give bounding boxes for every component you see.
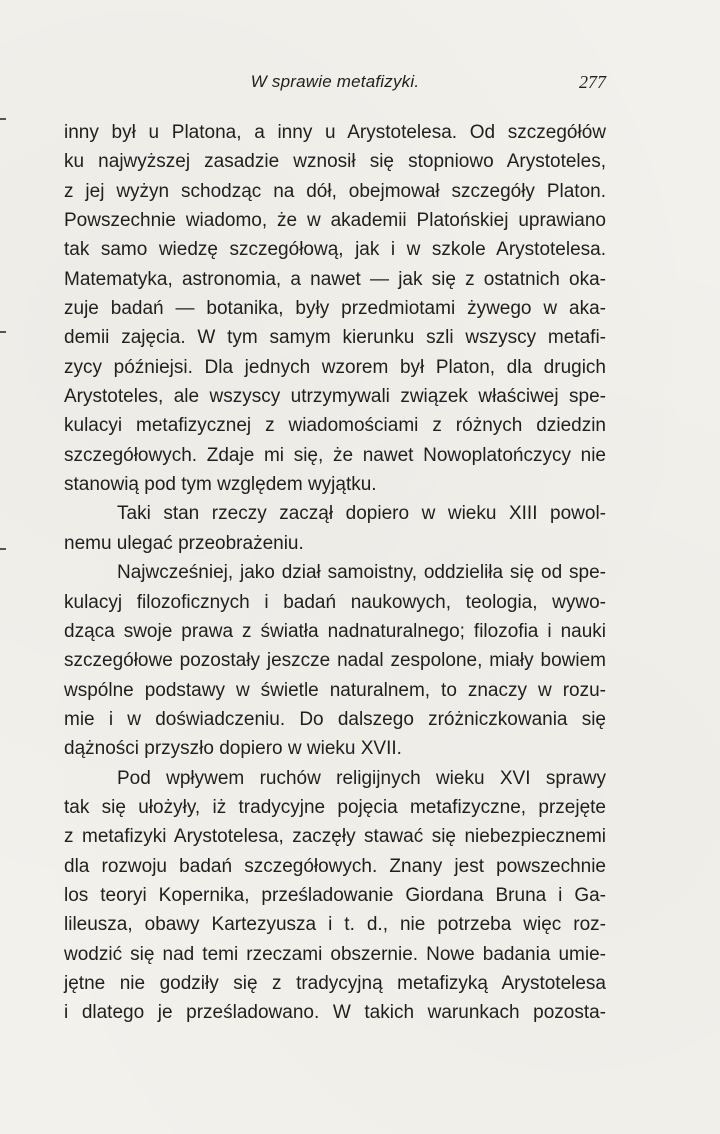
text-line: wodzić się nad temi rzeczami obszernie. Nowe badania umie- bbox=[64, 943, 606, 965]
running-title: W sprawie metafizyki. bbox=[250, 72, 420, 91]
text-line: zuje badań — botanika, były przedmiotami żywego w aka- bbox=[64, 298, 606, 320]
text-line: Arystoteles, ale wszyscy utrzymywali związek właściwej spe- bbox=[64, 386, 606, 408]
text-line: dążności przyszło dopiero w wieku XVII. bbox=[64, 738, 402, 760]
page-number: 277 bbox=[579, 72, 606, 92]
text-line: demii zajęcia. W tym samym kierunku szli wszyscy metafi- bbox=[64, 327, 606, 349]
text-line: inny był u Platona, a inny u Arystotelesa. Od szczegółów bbox=[64, 122, 606, 143]
text-line: lileusza, obawy Kartezyusza i t. d., nie potrzeba więc roz- bbox=[64, 914, 606, 936]
text-line: z jej wyżyn schodząc na dół, obejmował szczegóły Platon. bbox=[64, 180, 606, 202]
text-line: mie i w doświadczeniu. Do dalszego zróżniczkowania się bbox=[64, 708, 606, 730]
text-line: dla rozwoju badań szczegółowych. Znany jest powszechnie bbox=[64, 855, 606, 877]
text-line: dząca swoje prawa z światła nadnaturalnego; filozofia i nauki bbox=[64, 620, 606, 642]
text-line: nemu ulegać przeobrażeniu. bbox=[64, 532, 304, 554]
text-line: wspólne podstawy w świetle naturalnem, to znaczy w rozu- bbox=[64, 679, 606, 701]
text-line: tak się ułożyły, iż tradycyjne pojęcia metafizyczne, przejęte bbox=[64, 796, 606, 818]
body-text bbox=[64, 118, 606, 1028]
text-line: Pod wpływem ruchów religijnych wieku XVI sprawy bbox=[117, 767, 606, 789]
text-line: i dlatego je prześladowano. W takich warunkach pozosta- bbox=[64, 1002, 606, 1024]
text-line: z metafizyki Arystotelesa, zaczęły stawać się niebezpiecznemi bbox=[64, 826, 606, 848]
text-line: tak samo wiedzę szczegółową, jak i w szkole Arystotelesa. bbox=[64, 239, 606, 261]
margin-mark bbox=[0, 548, 6, 550]
text-line: Najwcześniej, jako dział samoistny, oddzieliła się od spe- bbox=[117, 562, 606, 584]
margin-mark bbox=[0, 331, 6, 333]
text-line: zycy późniejsi. Dla jednych wzorem był Platon, dla drugich bbox=[64, 356, 606, 378]
page-header bbox=[64, 72, 606, 98]
text-line: kulacyj filozoficznych i badań naukowych, teologia, wywo- bbox=[64, 591, 606, 613]
text-line: ku najwyższej zasadzie wznosił się stopniowo Arystoteles, bbox=[64, 151, 606, 173]
text-line: stanowią pod tym względem wyjątku. bbox=[64, 474, 377, 496]
text-line: szczegółowe pozostały jeszcze nadal zespolone, miały bowiem bbox=[64, 650, 606, 672]
text-line: jętne nie godziły się z tradycyjną metafizyką Arystotelesa bbox=[64, 972, 606, 994]
text-line: los teoryi Kopernika, prześladowanie Giordana Bruna i Ga- bbox=[64, 884, 606, 906]
margin-mark bbox=[0, 118, 6, 120]
text-line: szczegółowych. Zdaje mi się, że nawet Nowoplatończycy nie bbox=[64, 444, 606, 466]
text-line: Matematyka, astronomia, a nawet — jak się z ostatnich oka- bbox=[64, 268, 606, 290]
text-line: Taki stan rzeczy zaczął dopiero w wieku XIII powol- bbox=[117, 503, 606, 525]
text-line: kulacyi metafizycznej z wiadomościami z różnych dziedzin bbox=[64, 415, 606, 437]
text-line: Powszechnie wiadomo, że w akademii Platońskiej uprawiano bbox=[64, 210, 606, 232]
